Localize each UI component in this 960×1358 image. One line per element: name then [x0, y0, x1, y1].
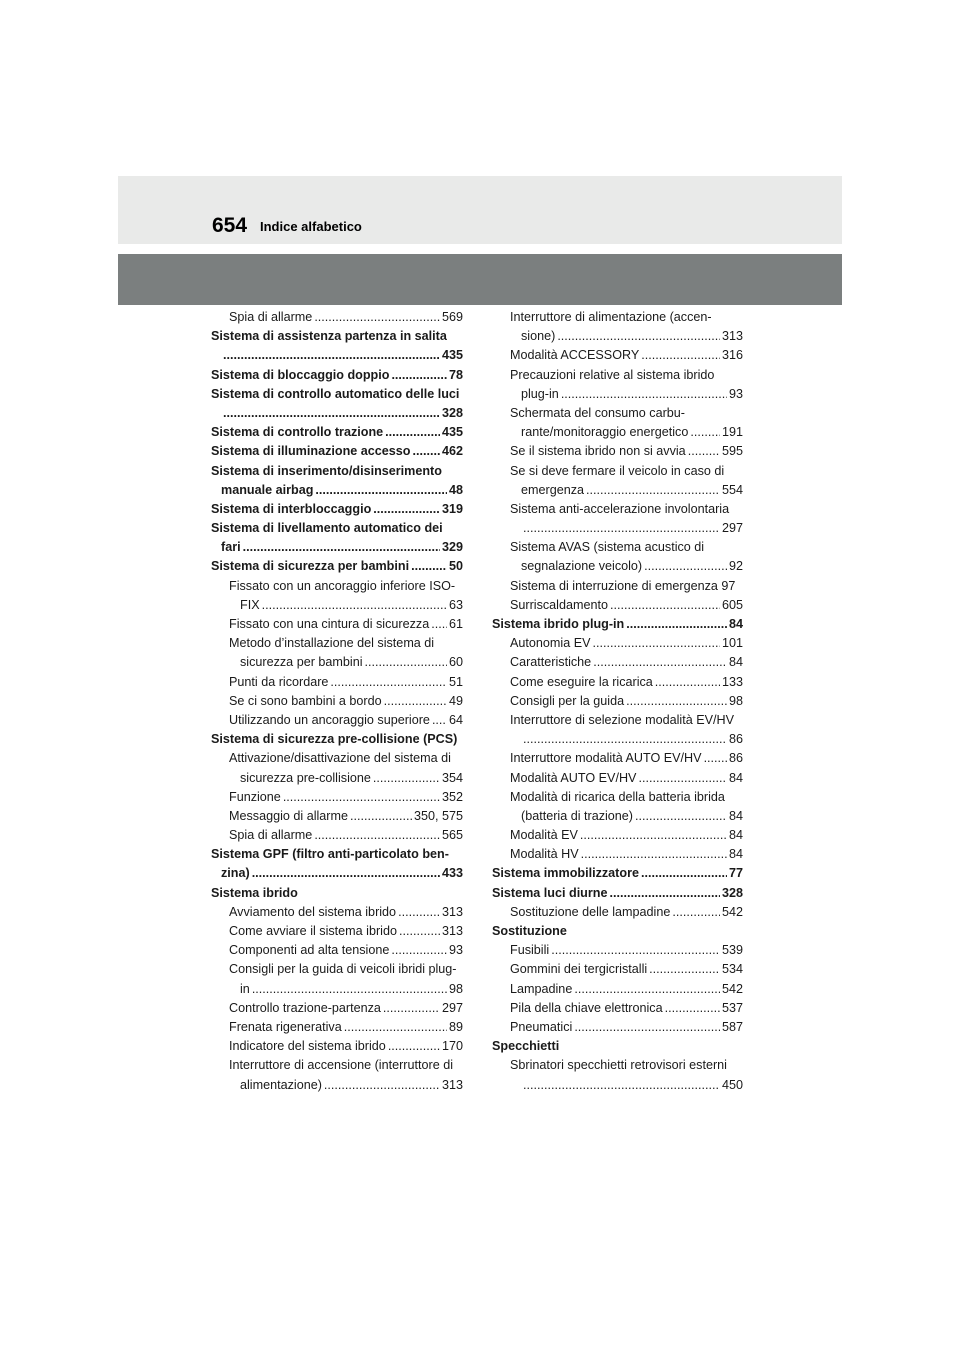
dot-leader [574, 980, 720, 999]
index-entry-label: Sistema di bloccaggio doppio [211, 367, 390, 382]
dot-leader [373, 769, 440, 788]
index-entry-label: Fissato con una cintura di sicurezza [229, 617, 430, 631]
index-entry-label: Se ci sono bambini a bordo [229, 693, 382, 708]
dot-leader [593, 653, 727, 672]
index-entry-label: Se il sistema ibrido non si avvia [510, 444, 686, 459]
index-entry-page: 191 [721, 425, 743, 440]
index-entry-label: Indicatore del sistema ibrido [229, 1039, 386, 1054]
dot-leader [431, 615, 447, 634]
index-entry-page: 48 [448, 482, 463, 497]
index-entry [492, 903, 743, 922]
index-entry-page: 569 [441, 310, 463, 324]
index-entry [492, 884, 743, 903]
dot-leader [412, 442, 440, 461]
index-entry [492, 788, 743, 807]
index-entry-page: 98 [448, 981, 463, 996]
index-entry-label: Interruttore modalità AUTO EV/HV [510, 751, 702, 766]
dot-leader [523, 1076, 720, 1095]
page-number: 654 [212, 214, 248, 237]
index-entry-label: Sistema di sicurezza pre-collisione (PCS) [211, 732, 458, 747]
index-entry-page: 313 [441, 1077, 463, 1092]
index-entry-page: 433 [441, 866, 463, 881]
index-entry-label: Specchietti [492, 1039, 560, 1054]
index-entry [211, 673, 463, 692]
index-entry-page: 352 [441, 789, 463, 804]
index-entry [211, 519, 463, 538]
index-entry [211, 634, 463, 653]
dot-leader [252, 980, 447, 999]
index-entry [211, 1056, 463, 1075]
dot-leader [672, 903, 720, 922]
index-entry [211, 692, 463, 711]
index-entry [492, 423, 743, 442]
index-entry-label: Interruttore di alimentazione (accen- [510, 310, 712, 324]
index-entry-label: Precauzioni relative al sistema ibrido [510, 367, 715, 382]
index-entry-page: 63 [448, 597, 463, 612]
index-entry-label: (batteria di trazione) [521, 808, 633, 823]
index-entry-page: 61 [448, 617, 463, 631]
index-entry [211, 769, 463, 788]
dot-leader [593, 634, 720, 653]
index-entry-page: 93 [728, 386, 743, 401]
index-entry [492, 769, 743, 788]
index-entry-page: 64 [448, 712, 463, 727]
index-entry-label: Sistema di interbloccaggio [211, 501, 372, 516]
dot-leader [704, 749, 727, 768]
dot-leader [580, 826, 727, 845]
index-entry [492, 960, 743, 979]
dot-leader [385, 423, 440, 442]
index-entry [492, 711, 743, 730]
index-entry-label: Funzione [229, 789, 281, 804]
dot-leader [635, 807, 727, 826]
index-entry [492, 845, 743, 864]
index-entry [492, 596, 743, 615]
index-entry [492, 346, 743, 365]
index-entry [211, 462, 463, 481]
index-entry-label: Punti da ricordare [229, 674, 329, 689]
index-entry-label: Surriscaldamento [510, 597, 608, 612]
index-entry-label: Utilizzando un ancoraggio superiore [229, 712, 430, 727]
index-entry-label: alimentazione) [240, 1077, 322, 1092]
index-entry-label: Frenata rigenerativa [229, 1019, 342, 1034]
index-entry-label: Schermata del consumo carbu- [510, 405, 685, 420]
dot-leader [641, 346, 720, 365]
index-entry-label: segnalazione veicolo) [521, 559, 643, 574]
index-entry-label: Sistema di assistenza partenza in salita [211, 329, 447, 344]
index-entry-page: 313 [721, 329, 743, 344]
index-entry-page: 595 [721, 444, 743, 459]
index-entry [211, 1037, 463, 1056]
index-entry [492, 673, 743, 692]
index-entry [211, 308, 463, 327]
index-entry-label: Sistema immobilizzatore [492, 866, 639, 881]
index-entry-label: Sistema AVAS (sistema acustico di [510, 540, 705, 555]
index-entry-label: Caratteristiche [510, 655, 592, 670]
index-entry [211, 999, 463, 1018]
index-entry [211, 404, 463, 423]
index-entry-page: 539 [721, 943, 743, 958]
index-entry-page: 462 [441, 444, 463, 459]
dot-leader [314, 308, 440, 327]
index-entry-page: 313 [441, 924, 463, 938]
dot-leader [243, 538, 440, 557]
index-entry-page: 84 [728, 770, 743, 785]
dot-leader [649, 960, 720, 979]
index-entry [492, 807, 743, 826]
index-entry [211, 960, 463, 979]
index-entry [492, 653, 743, 672]
index-entry [492, 941, 743, 960]
index-entry-page: 84 [728, 655, 743, 670]
index-entry [492, 327, 743, 346]
index-entry [492, 385, 743, 404]
dot-leader [384, 692, 447, 711]
index-entry-label: Sistema di controllo automatico delle luci [211, 386, 460, 401]
dot-leader [315, 481, 447, 500]
index-entry-label: Lampadine [510, 981, 573, 996]
index-entry-label: Interruttore di accensione (interruttore di [229, 1058, 454, 1073]
index-entry [211, 922, 463, 941]
index-entry-page: 435 [441, 348, 463, 363]
index-entry [492, 980, 743, 999]
index-entry-page: 587 [721, 1019, 743, 1034]
index-entry [211, 577, 463, 596]
index-entry-label: Sistema di controllo trazione [211, 425, 384, 440]
dot-leader [283, 788, 440, 807]
index-entry [492, 1076, 743, 1095]
index-entry-page: 101 [721, 636, 743, 651]
index-entry-page: 328 [721, 885, 743, 900]
dot-leader [262, 596, 447, 615]
index-entry [492, 1018, 743, 1037]
index-entry [492, 922, 743, 941]
index-entry [211, 788, 463, 807]
index-entry [492, 462, 743, 481]
index-entry-label: Sistema di livellamento automatico dei [211, 521, 443, 536]
index-entry-page: 50 [448, 559, 463, 574]
dot-leader [350, 807, 412, 826]
index-entry-page: 328 [441, 405, 463, 420]
index-entry-page: 170 [441, 1039, 463, 1054]
dot-leader [391, 366, 447, 385]
dot-leader [655, 673, 720, 692]
index-entry [211, 423, 463, 442]
index-entry-page: 319 [441, 501, 463, 516]
index-entry-page: 542 [721, 981, 743, 996]
dot-leader [432, 711, 447, 730]
index-entry [492, 481, 743, 500]
index-entry-label: Gommini dei tergicristalli [510, 962, 648, 977]
index-entry-label: Autonomia EV [510, 636, 591, 651]
dot-leader [373, 500, 440, 519]
index-entry-page: 84 [728, 847, 743, 862]
index-entry-label: Pila della chiave elettronica [510, 1000, 663, 1015]
index-entry [211, 385, 463, 404]
index-entry [211, 653, 463, 672]
index-entry [492, 730, 743, 749]
index-entry-label: sicurezza pre-collisione [240, 770, 371, 785]
index-entry-label: Sistema anti-accelerazione involontaria [510, 501, 730, 516]
index-entry-label: plug-in [521, 386, 559, 401]
dot-leader [388, 1037, 440, 1056]
index-entry-label: Sostituzione delle lampadine [510, 904, 671, 919]
index-entry-label: Modalità HV [510, 847, 579, 862]
dot-leader [398, 903, 440, 922]
dot-leader [523, 730, 727, 749]
index-entry [211, 346, 463, 365]
dot-leader [314, 826, 440, 845]
dot-leader [330, 673, 447, 692]
index-entry [492, 442, 743, 461]
dot-leader [344, 1018, 447, 1037]
index-entry-label: Spia di allarme [229, 310, 313, 324]
index-entry-label: Avviamento del sistema ibrido [229, 904, 397, 919]
index-entry-label: Sbrinatori specchietti retrovisori esterni [510, 1058, 727, 1073]
dot-leader [391, 941, 447, 960]
index-entry [211, 596, 463, 615]
dot-leader [638, 769, 727, 788]
dot-leader [688, 442, 720, 461]
index-entry-page: 77 [728, 866, 743, 881]
index-entry-page: 78 [448, 367, 463, 382]
index-entry-label: Fusibili [510, 943, 550, 958]
index-entry-label: Sistema di interruzione di emergenza 97 [510, 578, 736, 593]
index-column-right [492, 308, 743, 1095]
index-entry [211, 749, 463, 768]
header-band [118, 254, 842, 305]
dot-leader [383, 999, 440, 1018]
index-entry-page: 354 [441, 770, 463, 785]
index-entry-label: Consigli per la guida di veicoli ibridi plug- [229, 962, 457, 977]
index-entry-page: 537 [721, 1000, 743, 1015]
dot-leader [223, 404, 440, 423]
index-entry-page: 98 [728, 693, 743, 708]
index-entry [492, 864, 743, 883]
index-entry [211, 557, 463, 576]
index-entry-page: 60 [448, 655, 463, 670]
index-entry [211, 903, 463, 922]
index-entry [492, 749, 743, 768]
dot-leader [399, 922, 440, 941]
dot-leader [324, 1076, 440, 1095]
dot-leader [626, 692, 727, 711]
index-entry [211, 980, 463, 999]
dot-leader [574, 1018, 720, 1037]
index-entry-page: 313 [441, 904, 463, 919]
dot-leader [610, 596, 720, 615]
index-entry-page: 435 [441, 425, 463, 440]
index-entry-label: Modalità AUTO EV/HV [510, 770, 637, 785]
dot-leader [641, 864, 727, 883]
index-entry [211, 711, 463, 730]
index-column-left [211, 308, 463, 1095]
index-entry-label: Interruttore di selezione modalità EV/HV [510, 712, 735, 727]
index-entry [492, 519, 743, 538]
dot-leader [223, 346, 440, 365]
index-entry [211, 807, 463, 826]
index-entry-label: Sistema GPF (filtro anti-particolato ben- [211, 847, 449, 862]
index-entry-page: 89 [448, 1019, 463, 1034]
index-entry [211, 538, 463, 557]
index-entry [211, 615, 463, 634]
index-entry [211, 500, 463, 519]
index-entry-page: 86 [728, 732, 743, 747]
index-entry-label: rante/monitoraggio energetico [521, 425, 689, 440]
index-entry-label: Fissato con un ancoraggio inferiore ISO- [229, 578, 456, 593]
index-entry [211, 366, 463, 385]
index-entry-page: 84 [728, 808, 743, 823]
index-entry-label: Controllo trazione-partenza [229, 1000, 381, 1015]
index-entry-label: Se si deve fermare il veicolo in caso di [510, 463, 725, 478]
index-entry-page: 297 [441, 1000, 463, 1015]
index-entry-label: Sistema ibrido plug-in [492, 617, 625, 631]
index-entry-label: Metodo d’installazione del sistema di [229, 636, 435, 651]
index-entry-page: 565 [441, 828, 463, 843]
index-entry [492, 692, 743, 711]
index-entry-page: 316 [721, 348, 743, 363]
index-entry-page: 93 [448, 943, 463, 958]
index-entry [492, 366, 743, 385]
index-entry-page: 605 [721, 597, 743, 612]
index-entry [492, 577, 743, 596]
dot-leader [365, 653, 447, 672]
index-entry [211, 442, 463, 461]
index-entry-page: 92 [728, 559, 743, 574]
index-entry [492, 634, 743, 653]
index-entry-label: Come eseguire la ricarica [510, 674, 653, 689]
dot-leader [690, 423, 720, 442]
index-entry [492, 538, 743, 557]
index-entry-label: Messaggio di allarme [229, 808, 348, 823]
index-entry [211, 481, 463, 500]
index-entry-page: 350, 575 [413, 808, 463, 823]
index-entry-label: Sistema ibrido [211, 885, 298, 900]
dot-leader [561, 385, 727, 404]
dot-leader [551, 941, 720, 960]
index-entry-label: Come avviare il sistema ibrido [229, 924, 397, 938]
dot-leader [609, 884, 720, 903]
index-entry-page: 49 [448, 693, 463, 708]
index-entry [492, 404, 743, 423]
index-entry [492, 826, 743, 845]
index-entry [492, 1037, 743, 1056]
index-entry [492, 1056, 743, 1075]
index-entry-label: Sistema di sicurezza per bambini [211, 559, 410, 574]
index-entry [211, 884, 463, 903]
index-entry-label: Sistema luci diurne [492, 885, 608, 900]
index-entry-page: 534 [721, 962, 743, 977]
index-entry [211, 1076, 463, 1095]
dot-leader [665, 999, 720, 1018]
index-entry [492, 999, 743, 1018]
index-entry-label: Sistema di illuminazione accesso [211, 444, 411, 459]
index-entry-label: sione) [521, 329, 556, 344]
dot-leader [252, 864, 440, 883]
index-entry [492, 615, 743, 634]
index-entry-page: 542 [721, 904, 743, 919]
index-entry-label: Pneumatici [510, 1019, 573, 1034]
index-entry [492, 308, 743, 327]
index-entry-page: 133 [721, 674, 743, 689]
section-title: Indice alfabetico [260, 219, 362, 234]
dot-leader [557, 327, 720, 346]
index-entry-label: in [240, 981, 250, 996]
index-entry-page: 86 [728, 751, 743, 766]
index-entry-label: Sistema di inserimento/disinserimento [211, 463, 442, 478]
dot-leader [644, 557, 727, 576]
index-entry [211, 327, 463, 346]
index-entry-page: 329 [441, 540, 463, 555]
index-entry-label: fari [221, 540, 241, 555]
index-entry-label: FIX [240, 597, 260, 612]
index-entry [492, 500, 743, 519]
index-entry [211, 864, 463, 883]
dot-leader [586, 481, 720, 500]
index-entry [211, 845, 463, 864]
index-entry-page: 84 [728, 828, 743, 843]
dot-leader [411, 557, 447, 576]
index-entry [211, 730, 463, 749]
index-entry-page: 297 [721, 521, 743, 536]
index-entry-label: Sostituzione [492, 924, 567, 938]
index-entry-page: 51 [448, 674, 463, 689]
index-entry-label: manuale airbag [221, 482, 314, 497]
index-entry [211, 941, 463, 960]
dot-leader [581, 845, 727, 864]
index-entry-label: Spia di allarme [229, 828, 313, 843]
index-entry-page: 554 [721, 482, 743, 497]
index-entry-label: Attivazione/disattivazione del sistema di [229, 751, 451, 766]
index-entry-page: 84 [728, 617, 743, 631]
index-entry [211, 1018, 463, 1037]
index-entry-label: Componenti ad alta tensione [229, 943, 390, 958]
index-entry-label: Modalità EV [510, 828, 578, 843]
index-entry-label: sicurezza per bambini [240, 655, 363, 670]
index-entry-page: 450 [721, 1077, 743, 1092]
index-entry [492, 557, 743, 576]
index-entry [211, 826, 463, 845]
index-entry-label: Consigli per la guida [510, 693, 625, 708]
index-entry-label: emergenza [521, 482, 585, 497]
index-entry-label: Modalità di ricarica della batteria ibrida [510, 789, 725, 804]
dot-leader [523, 519, 720, 538]
index-entry-label: Modalità ACCESSORY [510, 348, 640, 363]
index-entry-label: zina) [221, 866, 250, 881]
dot-leader [626, 615, 727, 634]
